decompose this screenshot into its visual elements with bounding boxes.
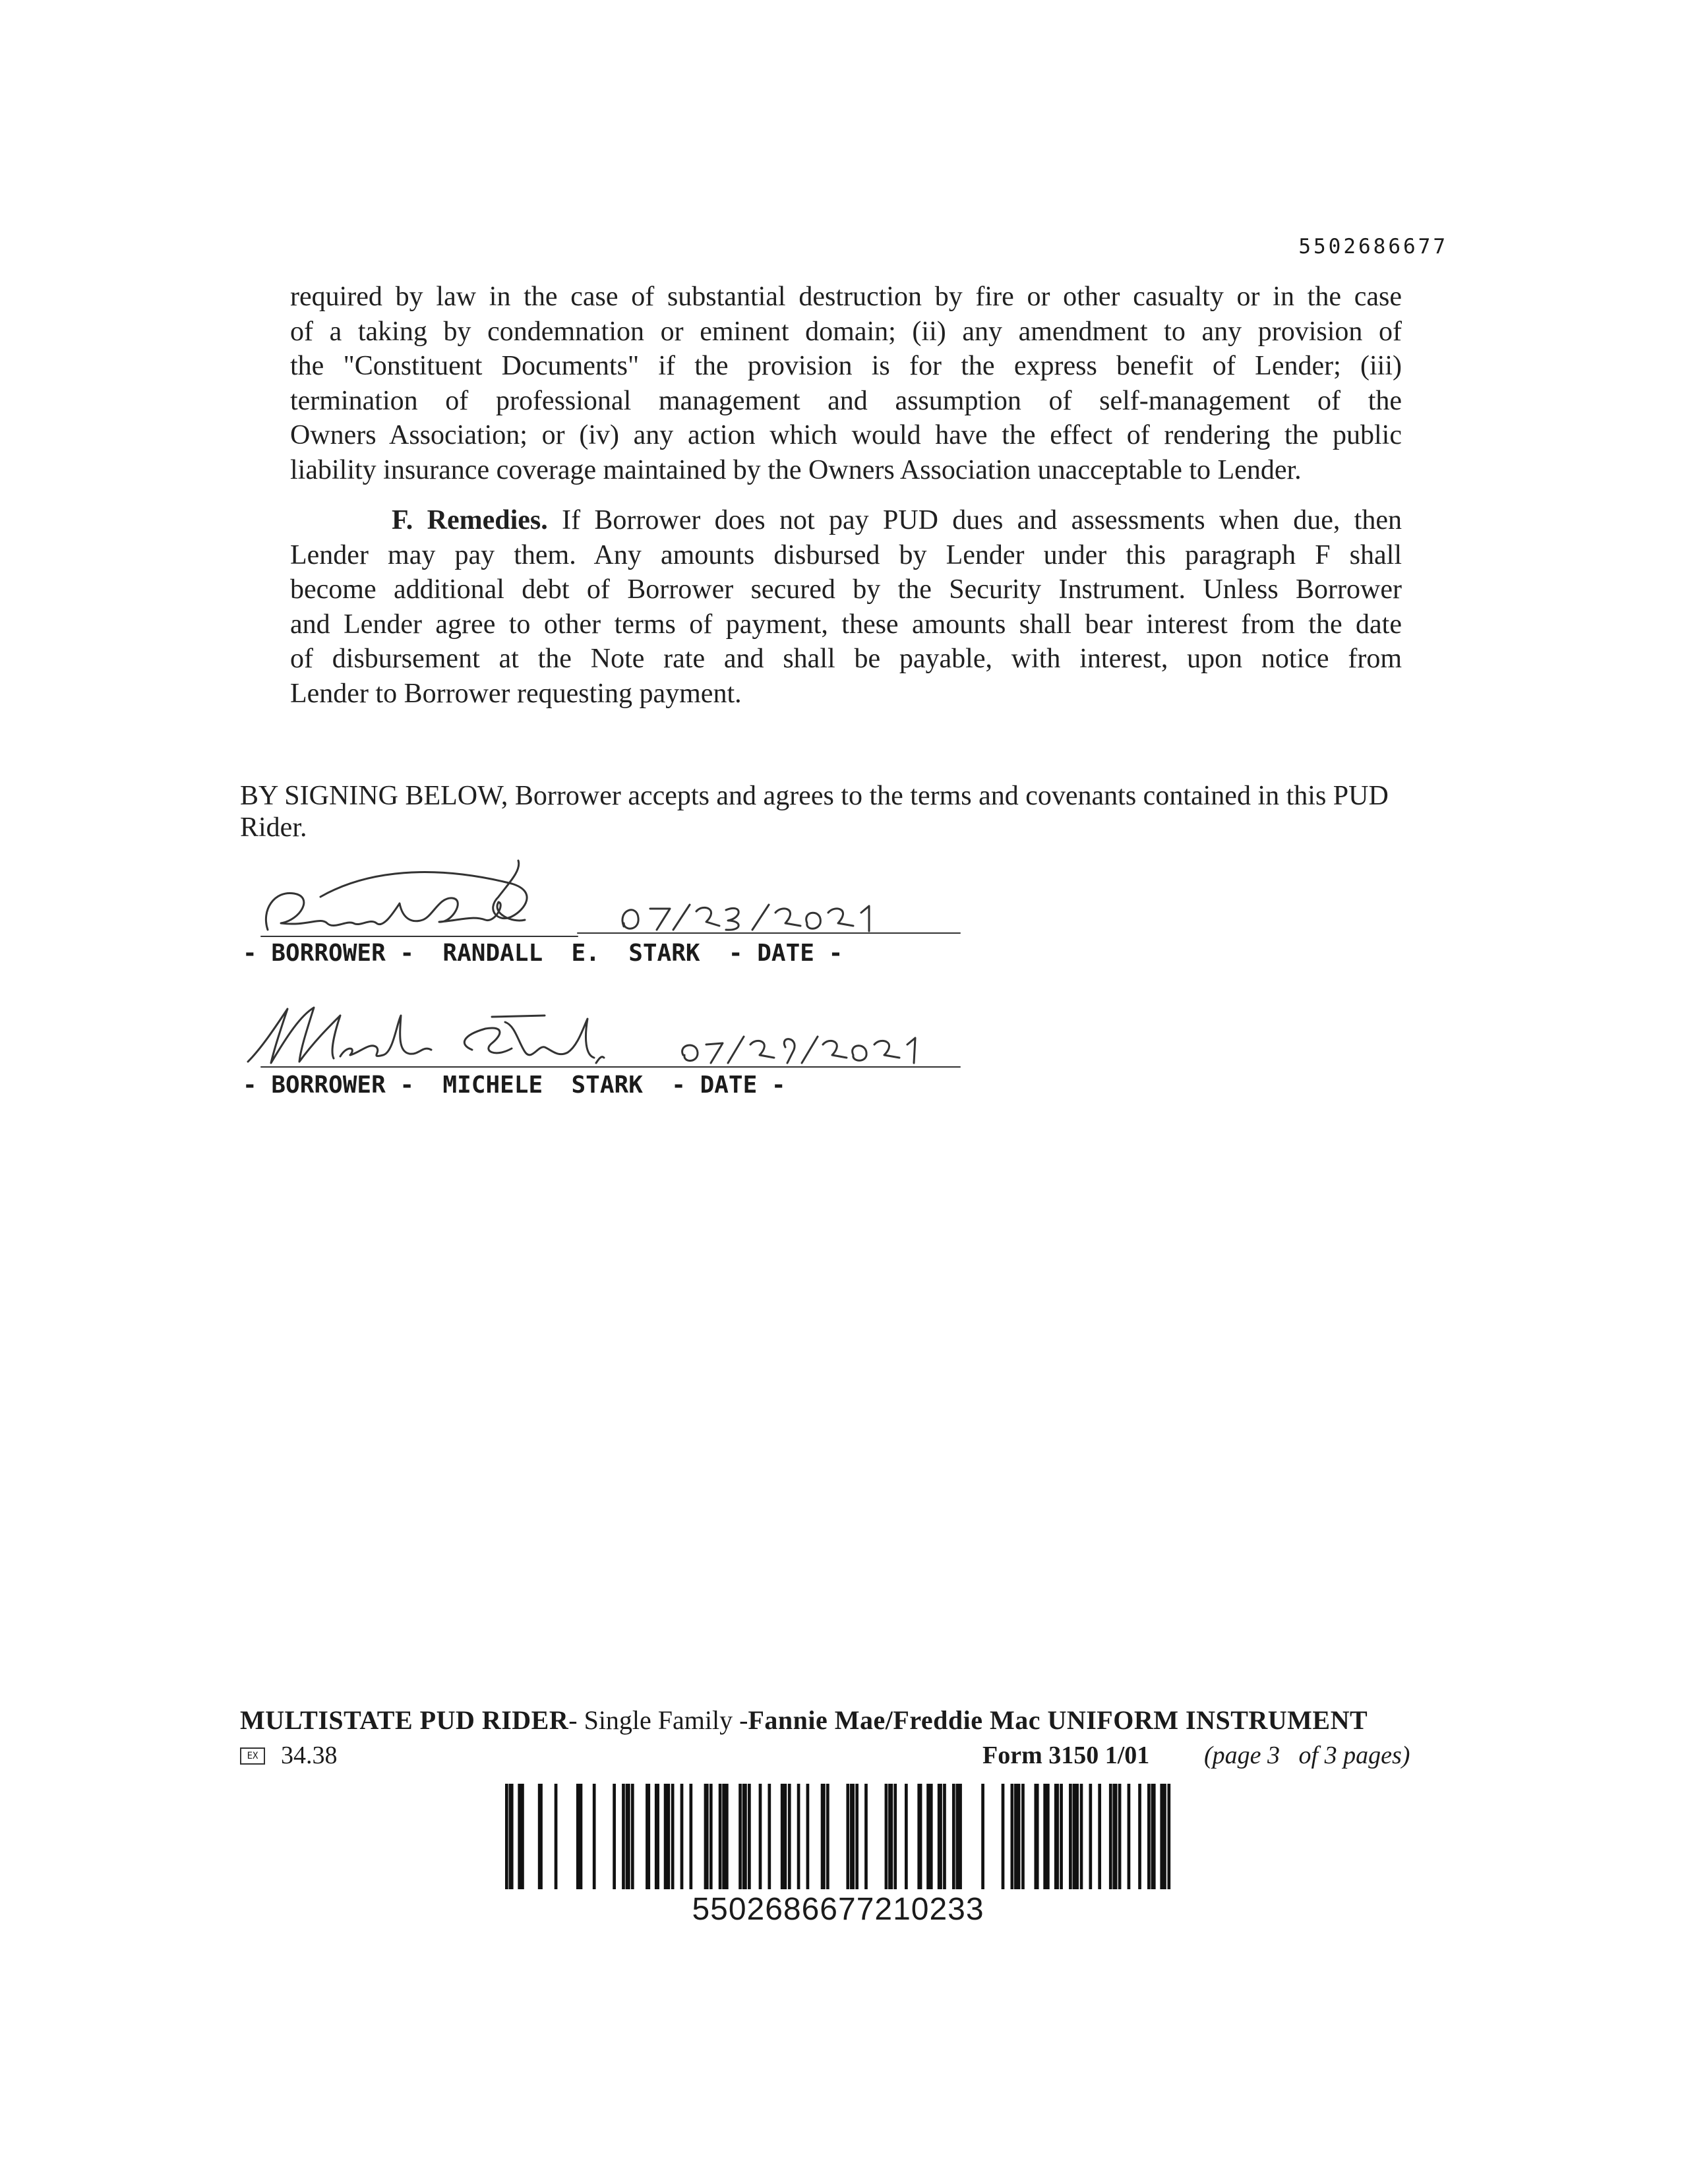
barcode-bar [671,1784,675,1889]
paragraph-line: termination of professional management and assumption of self-management of the [290,385,1402,416]
barcode-bar [768,1784,771,1889]
form-number: Form 3150 1/01 [982,1742,1150,1769]
page-indicator: (page 3 of 3 pages) [1204,1742,1410,1769]
barcode-bar [855,1784,859,1889]
barcode-bar [538,1784,543,1889]
barcode-bar [885,1784,888,1889]
section-f-remedies-paragraph [290,503,1402,711]
barcode-bar [846,1784,849,1889]
barcode [505,1784,1171,1889]
section-e-continued-paragraph [290,280,1402,487]
form-title-issuer: Fannie Mae/Freddie Mac UNIFORM INSTRUMENT [748,1705,1368,1735]
barcode-bar [704,1784,709,1889]
barcode-bar [748,1784,751,1889]
barcode-bar [505,1784,508,1889]
barcode-bar [631,1784,634,1889]
paragraph-line: of a taking by condemnation or eminent domain; (ii) any amendment to any provision of [290,316,1402,347]
barcode-bar [719,1784,722,1889]
barcode-bar [738,1784,742,1889]
barcode-bar [1147,1784,1151,1889]
barcode-bar [1098,1784,1101,1889]
barcode-bar [905,1784,908,1889]
barcode-bar [646,1784,650,1889]
barcode-bar [952,1784,955,1889]
signature-label-randall: - BORROWER - RANDALL E. STARK - DATE - [243,940,843,967]
barcode-bar [626,1784,630,1889]
barcode-bar [821,1784,826,1889]
barcode-bar [955,1784,961,1889]
barcode-bar [1014,1784,1020,1889]
barcode-bar [850,1784,855,1889]
barcode-bar [1010,1784,1013,1889]
paragraph-line: become additional debt of Borrower secured by the Security Instrument. Unless Borrower [290,574,1402,605]
barcode-number: 5502686677210233 [692,1892,984,1927]
barcode-bar [1167,1784,1170,1889]
barcode-bar [1002,1784,1005,1889]
section-f-heading: F. Remedies. [392,505,548,535]
form-code: 34.38 [281,1742,338,1769]
barcode-bar [1034,1784,1039,1889]
barcode-bar [864,1784,868,1889]
barcode-bar [593,1784,596,1889]
paragraph-line: and Lender agree to other terms of payment, these amounts shall bear interest from the date [290,609,1402,640]
paragraph-line: liability insurance coverage maintained by the Owners Association unacceptable to Lender. [290,454,1302,485]
paragraph-line: the "Constituent Documents" if the provision is for the express benefit of Lender; (iii) [290,351,1402,381]
signature-label-michele: - BORROWER - MICHELE STARK - DATE - [243,1072,786,1099]
barcode-bar [555,1784,558,1889]
barcode-bar [759,1784,762,1889]
barcode-bar [509,1784,514,1889]
barcode-bar [788,1784,791,1889]
barcode-bar [797,1784,800,1889]
paragraph-line: Lender may pay them. Any amounts disbursed by Lender under this paragraph F shall [290,539,1402,570]
form-title-type: - Single Family - [568,1705,748,1735]
signing-statement: BY SIGNING BELOW, Borrower accepts and agrees to the terms and covenants contained in this PUD Rider. [240,781,1389,843]
barcode-bar [1128,1784,1131,1889]
ex-form-icon: EX [240,1747,265,1765]
barcode-bar [1109,1784,1112,1889]
barcode-bar [518,1784,524,1889]
barcode-bar [613,1784,616,1889]
form-title [240,1705,1368,1736]
barcode-bar [1160,1784,1166,1889]
barcode-bar [917,1784,922,1889]
signature-block-randall [235,857,960,989]
barcode-bar [926,1784,932,1889]
paragraph-line: of disbursement at the Note rate and shall be payable, with interest, upon notice from [290,644,1402,674]
section-f-first-line: If Borrower does not pay PUD dues and assessments when due, then [547,505,1402,535]
barcode-bar [622,1784,625,1889]
barcode-bar [1069,1784,1072,1889]
barcode-bar [655,1784,659,1889]
paragraph-line: Lender to Borrower requesting payment. [290,678,742,709]
barcode-bar [1112,1784,1117,1889]
handwritten-signature-randall [235,857,973,943]
barcode-bar [1151,1784,1156,1889]
paragraph-line [290,503,1402,538]
paragraph-line: Owners Association; or (iv) any action which would have the effect of rendering the public [290,420,1402,450]
barcode-bar [1054,1784,1059,1889]
barcode-bar [826,1784,829,1889]
barcode-bar [938,1784,942,1889]
barcode-bar [1021,1784,1025,1889]
barcode-bar [742,1784,747,1889]
barcode-bar [689,1784,692,1889]
barcode-bar [1080,1784,1083,1889]
paragraph-line: required by law in the case of substantial destruction by fire or other casualty or in the case [290,282,1402,312]
barcode-bar [781,1784,787,1889]
barcode-bar [1118,1784,1122,1889]
barcode-bar [893,1784,897,1889]
barcode-bar [1060,1784,1063,1889]
barcode-bar [1138,1784,1141,1889]
barcode-bar [1043,1784,1049,1889]
barcode-bar [981,1784,984,1889]
handwritten-signature-michele [235,989,973,1075]
barcode-bar [943,1784,946,1889]
barcode-bar [1073,1784,1079,1889]
barcode-bar [722,1784,728,1889]
barcode-bar [664,1784,670,1889]
barcode-bar [1089,1784,1092,1889]
barcode-bar [576,1784,582,1889]
loan-number: 5502686677 [1298,235,1448,258]
barcode-bar [680,1784,684,1889]
form-title-main: MULTISTATE PUD RIDER [240,1705,569,1735]
barcode-bar [888,1784,893,1889]
signature-block-michele [235,989,960,1121]
barcode-bar [806,1784,810,1889]
barcode-bar [709,1784,713,1889]
